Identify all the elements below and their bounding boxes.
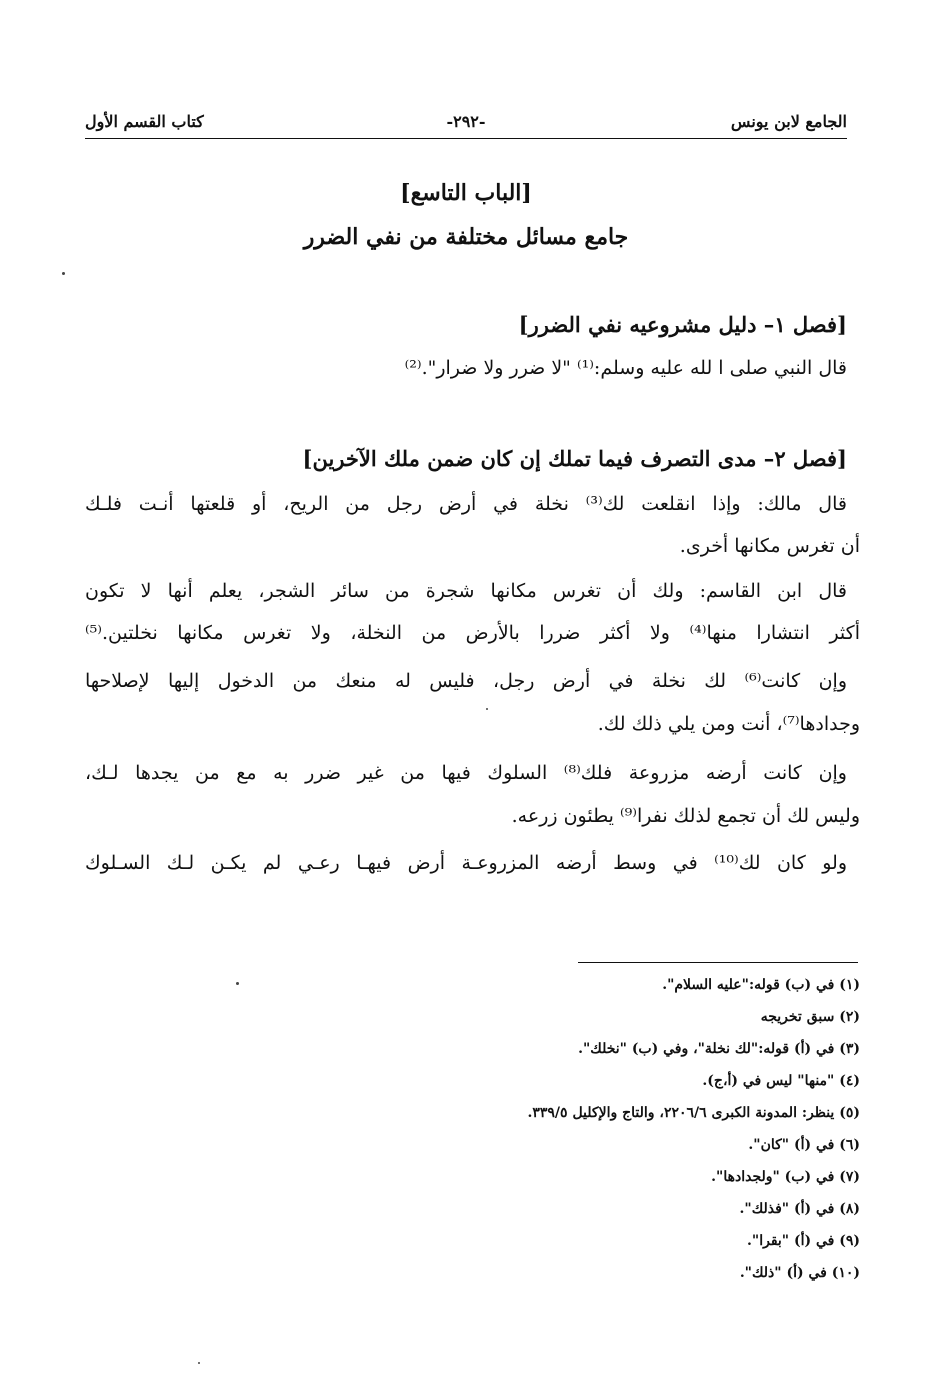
page-number: -٢٩٢- (446, 112, 486, 131)
paragraph-line: أن تغرس مكانها أخرى. (679, 535, 860, 557)
footnote: (٣) في (أ) قوله:"لك نخلة"، وفي (ب) "نخلك". (578, 1041, 860, 1057)
footnote: (١) في (ب) قوله:"عليه السلام". (662, 977, 860, 993)
section-1-title: [فصل ١– دليل مشروعيه نفي الضرر] (518, 312, 847, 337)
paragraph-line: قال ابن القاسم: ولك أن تغرس مكانها شجرة من سائر الشجر، يعلم أنها لا تكون (85, 580, 847, 602)
chapter-label: [الباب التاسع] (400, 180, 532, 206)
footnote: (٧) في (ب) "ولجدادها". (711, 1169, 860, 1185)
footnotes (360, 975, 860, 1295)
footnote: (٨) في (أ) "فذلك". (739, 1201, 860, 1217)
section-1-line: قال النبي صلى ا لله عليه وسلم:⁽¹⁾ "لا ضرر ولا ضرار".⁽²⁾ (404, 357, 847, 379)
footnote: (٤) "منها" ليس في (أ،ج). (702, 1073, 860, 1089)
section-2-title: [فصل ٢– مدى التصرف فيما تملك إن كان ضمن ملك الآخرين] (302, 446, 847, 471)
footnote: (٢) سبق تخريجه (760, 1009, 860, 1025)
scan-speck (236, 982, 239, 985)
paragraph-line: أكثر انتشارا منها⁽⁴⁾ ولا أكثر ضررا بالأرض من النخلة، ولا تغرس مكانها نخلتين.⁽⁵⁾ (85, 622, 860, 644)
scan-speck (486, 708, 488, 710)
header-book-title: الجامع لابن يونس (730, 112, 847, 131)
paragraph-line: وليس لك أن تجمع لذلك نفرا⁽⁹⁾ يطئون زرعه. (511, 805, 860, 827)
paragraph-line: وإن كانت⁽⁶⁾ لك نخلة في أرض رجل، فليس له منعك من الدخول إليها لإصلاحها (85, 670, 847, 692)
paragraph-line: ولو كان لك⁽¹⁰⁾ في وسط أرضه المزروعـة أرض فيهـا رعـي لم يكـن لـك السـلوك (85, 852, 847, 874)
footnote: (٥) ينظر: المدونة الكبرى ٢٢٠٦/٦، والتاج والإكليل ٣٣٩/٥. (527, 1105, 860, 1121)
paragraph-line: وجدادها⁽⁷⁾، أنت ومن يلي ذلك لك. (597, 713, 860, 735)
footnote-rule (578, 962, 858, 963)
chapter-title: جامع مسائل مختلفة من نفي الضرر (303, 224, 629, 250)
paragraph-line: وإن كانت أرضه مزروعة فلك⁽⁸⁾ السلوك فيها من غير ضرر به مع من يجدها لـك، (85, 762, 847, 784)
footnote: (٩) في (أ) "بقرا". (747, 1233, 860, 1249)
footnote: (٦) في (أ) "كان". (748, 1137, 860, 1153)
scan-speck (62, 272, 65, 275)
header-section-title: كتاب القسم الأول (85, 112, 204, 131)
footnote: (١٠) في (أ) "ذلك". (739, 1265, 860, 1281)
paragraph-line: قال مالك: وإذا انقلعت لك⁽³⁾ نخلة في أرض رجل من الريح، أو قلعتها أنـت فلـك (85, 493, 847, 515)
scan-speck (198, 1362, 200, 1364)
running-header (85, 112, 847, 136)
header-rule (85, 138, 847, 139)
